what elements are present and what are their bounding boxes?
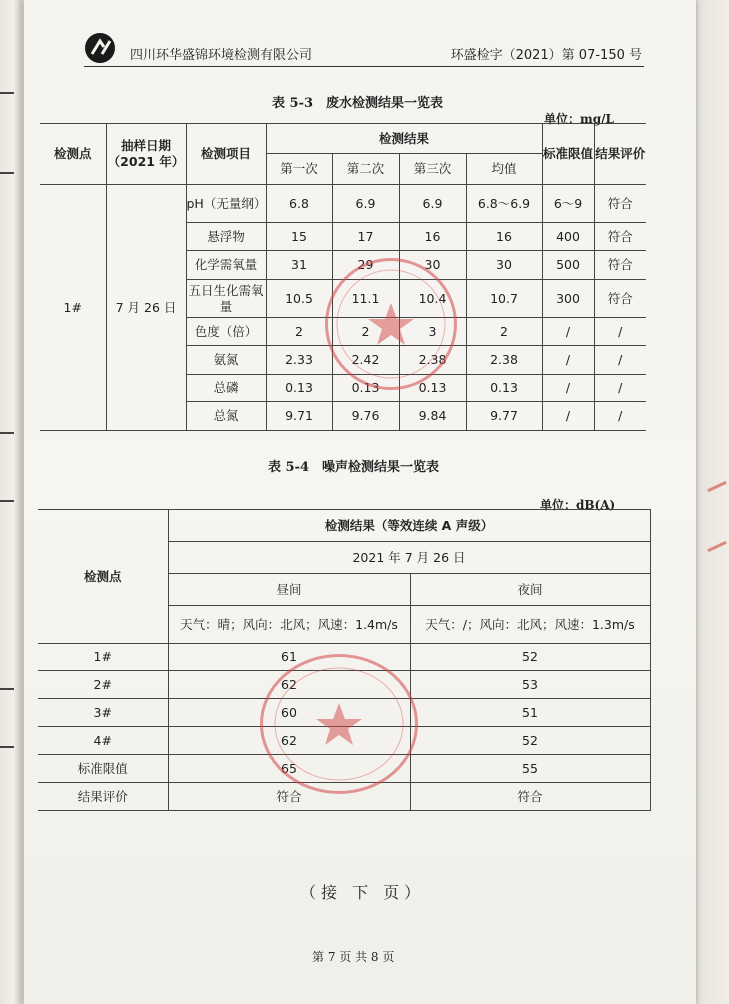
- binder-mark: [0, 172, 14, 174]
- cell-eval: 符合: [594, 251, 646, 280]
- cell-v3: 9.84: [399, 402, 466, 431]
- cell-night: 52: [410, 644, 650, 671]
- cell-item: 五日生化需氧量: [186, 280, 266, 318]
- cell-item: 总磷: [186, 375, 266, 402]
- official-seal-stamp: [325, 258, 457, 390]
- cell-day: 60: [168, 699, 410, 727]
- header-limit: 标准限值: [542, 124, 594, 185]
- cell-day: 62: [168, 671, 410, 699]
- cell-v2: 11.1: [332, 280, 399, 318]
- cell-point: 标准限值: [38, 755, 168, 783]
- page-header: [84, 32, 644, 67]
- cell-night: 符合: [410, 783, 650, 811]
- header-mean: 均值: [466, 154, 542, 185]
- cell-item: 悬浮物: [186, 223, 266, 251]
- cell-point: 3#: [38, 699, 168, 727]
- red-mark: [707, 541, 726, 552]
- cell-limit: /: [542, 402, 594, 431]
- cell-item: 化学需氧量: [186, 251, 266, 280]
- binder-pages: [0, 0, 22, 1004]
- header-day: 昼间: [168, 574, 410, 606]
- table-5-4-unit: 单位：dB(A): [540, 498, 616, 512]
- cell-v2: 2.42: [332, 346, 399, 375]
- cell-mean: 0.13: [466, 375, 542, 402]
- cell-point: 4#: [38, 727, 168, 755]
- header-second: 第二次: [332, 154, 399, 185]
- header-item: 检测项目: [186, 124, 266, 185]
- cell-limit: /: [542, 346, 594, 375]
- cell-item: 总氮: [186, 402, 266, 431]
- cell-v1: 6.8: [266, 185, 332, 223]
- cell-limit: 300: [542, 280, 594, 318]
- cell-v2: 0.13: [332, 375, 399, 402]
- cell-v3: 0.13: [399, 375, 466, 402]
- cell-limit: /: [542, 375, 594, 402]
- binder-mark: [0, 92, 14, 94]
- cell-limit: 500: [542, 251, 594, 280]
- cell-mean: 2: [466, 318, 542, 346]
- cell-night: 52: [410, 727, 650, 755]
- cell-point: 1#: [38, 644, 168, 671]
- header-date: 2021 年 7 月 26 日: [168, 542, 650, 574]
- header-third: 第三次: [399, 154, 466, 185]
- cell-v3: 3: [399, 318, 466, 346]
- cell-point: 结果评价: [38, 783, 168, 811]
- cell-night: 51: [410, 699, 650, 727]
- header-point: 检测点: [40, 124, 106, 185]
- header-date: 抽样日期（2021 年）: [106, 124, 186, 185]
- header-eval: 结果评价: [594, 124, 646, 185]
- day-weather: 天气：晴；风向：北风；风速：1.4m/s: [168, 606, 410, 644]
- binder-mark: [0, 688, 14, 690]
- cell-day: 61: [168, 644, 410, 671]
- cell-v2: 9.76: [332, 402, 399, 431]
- header-first: 第一次: [266, 154, 332, 185]
- table-row: [40, 185, 646, 223]
- seal-star-icon: [328, 261, 454, 387]
- cell-night: 53: [410, 671, 650, 699]
- header-night: 夜间: [410, 574, 650, 606]
- binder-mark: [0, 500, 14, 502]
- table-5-4-title: 表 5-4 噪声检测结果一览表: [268, 460, 440, 475]
- cell-mean: 6.8～6.9: [466, 185, 542, 223]
- cell-mean: 10.7: [466, 280, 542, 318]
- cell-eval: 符合: [594, 223, 646, 251]
- continued-note: （接 下 页）: [300, 883, 426, 902]
- cell-v1: 2: [266, 318, 332, 346]
- cell-eval: /: [594, 375, 646, 402]
- cell-point: 2#: [38, 671, 168, 699]
- official-seal-stamp: [260, 654, 418, 794]
- cell-v3: 16: [399, 223, 466, 251]
- cell-v1: 15: [266, 223, 332, 251]
- cell-v3: 6.9: [399, 185, 466, 223]
- cell-day: 符合: [168, 783, 410, 811]
- cell-day: 65: [168, 755, 410, 783]
- cell-item: 氨氮: [186, 346, 266, 375]
- cell-v2: 6.9: [332, 185, 399, 223]
- cell-night: 55: [410, 755, 650, 783]
- cell-v2: 29: [332, 251, 399, 280]
- header-result: 检测结果: [266, 124, 542, 154]
- report-number: 环盛检字（2021）第 07-150 号: [450, 48, 642, 63]
- page-number: 第 7 页 共 8 页: [312, 950, 395, 964]
- cell-eval: /: [594, 318, 646, 346]
- company-name: 四川环华盛锦环境检测有限公司: [130, 48, 313, 63]
- cell-v2: 17: [332, 223, 399, 251]
- night-weather: 天气：/；风向：北风；风速：1.3m/s: [410, 606, 650, 644]
- cell-eval: /: [594, 402, 646, 431]
- table-5-3-unit: 单位：mg/L: [544, 112, 614, 126]
- cell-v1: 2.33: [266, 346, 332, 375]
- cell-eval: /: [594, 346, 646, 375]
- binder-mark: [0, 432, 14, 434]
- cell-v3: 10.4: [399, 280, 466, 318]
- header-result: 检测结果（等效连续 A 声级）: [168, 510, 650, 542]
- table-5-3-title: 表 5-3 废水检测结果一览表: [272, 96, 444, 111]
- cell-v1: 0.13: [266, 375, 332, 402]
- cell-point: 1#: [40, 185, 106, 431]
- seal-star-icon: [263, 657, 415, 791]
- document-page: [24, 0, 696, 1004]
- cell-day: 62: [168, 727, 410, 755]
- cell-v1: 10.5: [266, 280, 332, 318]
- cell-date: 7 月 26 日: [106, 185, 186, 431]
- cell-v3: 30: [399, 251, 466, 280]
- cell-v1: 9.71: [266, 402, 332, 431]
- cell-mean: 30: [466, 251, 542, 280]
- cell-item: pH（无量纲）: [186, 185, 266, 223]
- header-point: 检测点: [38, 510, 168, 644]
- cell-mean: 16: [466, 223, 542, 251]
- cell-eval: 符合: [594, 280, 646, 318]
- cell-v3: 2.38: [399, 346, 466, 375]
- cell-v2: 2: [332, 318, 399, 346]
- cell-mean: 2.38: [466, 346, 542, 375]
- cell-limit: /: [542, 318, 594, 346]
- cell-eval: 符合: [594, 185, 646, 223]
- company-logo-icon: [84, 32, 122, 64]
- cell-limit: 6～9: [542, 185, 594, 223]
- red-mark: [707, 481, 726, 492]
- cell-item: 色度（倍）: [186, 318, 266, 346]
- cell-mean: 9.77: [466, 402, 542, 431]
- cell-limit: 400: [542, 223, 594, 251]
- binder-mark: [0, 746, 14, 748]
- cell-v1: 31: [266, 251, 332, 280]
